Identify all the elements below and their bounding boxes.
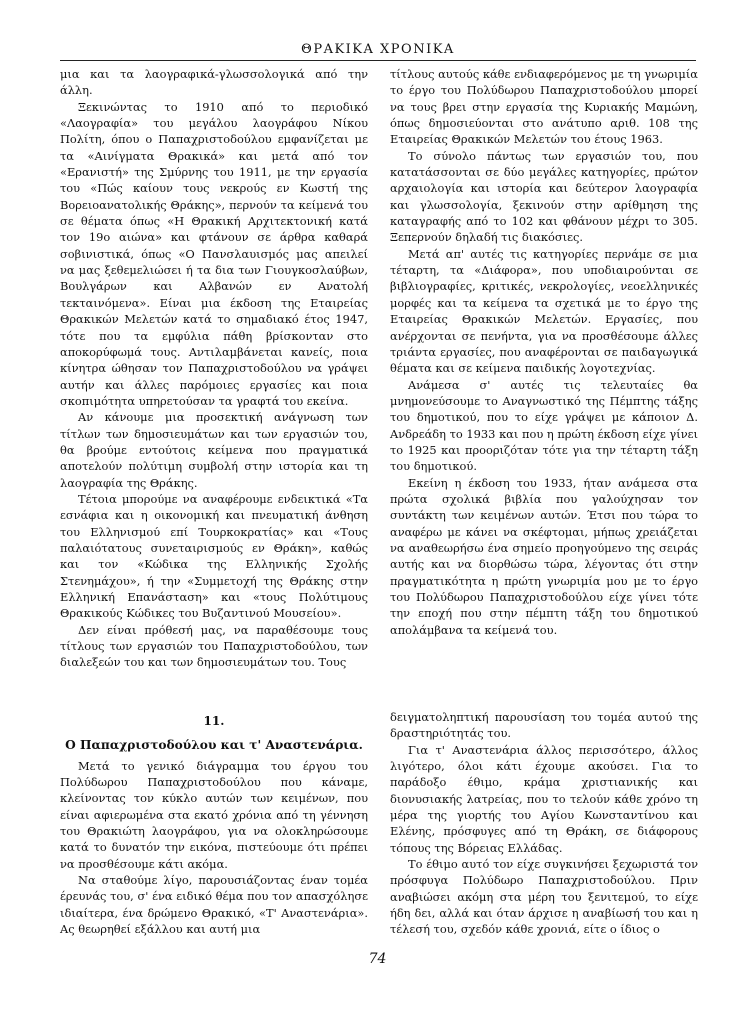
paragraph: δειγματοληπτική παρουσίαση του τομέα αυτού της δραστηριότητάς του. — [390, 710, 698, 741]
paragraph: Το σύνολο πάντως των εργασιών του, που κατατάσσονται σε δύο μεγάλες κατηγορίες, πρώτον αρχαιολογία και ιστορία και δεύτερον λαογραφία και γλωσσολογία, ξεκινούν στην αρίθμηση της καταγραφής από το 102 και φθάνουν μέχρι το 305. Ξεπερνούν δηλαδή τις διακόσιες. — [390, 148, 698, 245]
paragraph: μια και τα λαογραφικά-γλωσσολογικά από την άλλη. — [60, 67, 368, 98]
paragraph: Τέτοια μπορούμε να αναφέρουμε ενδεικτικά «Τα εσνάφια και η οικονομική και πνευματική άνθηση του Ελληνισμού επί Τουρκοκρατίας» και «Τους παλαιότατους συνεταιρισμούς εν Θράκη», καθώς και τον «Κώδικα της Ελληνικής Σχολής Στενημάχου», ή την «Συμμετοχή της Θράκης στην Ελληνική Επανάσταση» και «τους Πολύτιμους Θρακικούς Κώδικες του Βυζαντινού Μουσείου». — [60, 491, 368, 621]
paragraph: Αν κάνουμε μια προσεκτική ανάγνωση των τίτλων των δημοσιευμάτων και των εργασιών του, θα βρούμε εντούτοις κείμενα που πραγματικά αποτελούν πολύτιμη συμβολή στην ιστορία και τη λαογραφία της Θράκης. — [60, 410, 368, 490]
header-rule — [60, 60, 696, 61]
paragraph: Εκείνη η έκδοση του 1933, ήταν ανάμεσα στα πρώτα σχολικά βιβλία που γαλούχησαν τον συντάκτη των κειμένων αυτών. Έτσι που τώρα το αναφέρω με κάνει να σκέφτομαι, μήπως χρειάζεται να αναθεωρήσω ένα σημείο προηγούμενο της σειράς αυτής και να διορθώσω τώρα, λέγοντας ότι στην πραγματικότητα η πρώτη γνωριμία μου με το έργο του Πολύδωρου Παπαχριστοδούλου είχε γίνει τότε την εποχή που στην πέμπτη τάξη του δημοτικού απολάμβανα τα κείμενά του. — [390, 475, 698, 637]
column-right-top — [390, 66, 698, 638]
section-title: Ο Παπαχριστοδούλου και τ' Αναστενάρια. — [65, 738, 363, 753]
running-header: ΘΡΑΚΙΚΑ ΧΡΟΝΙΚΑ — [301, 42, 455, 57]
column-left-top — [60, 66, 368, 671]
column-left-bottom — [60, 709, 368, 937]
section-number: 11. — [203, 714, 225, 728]
paragraph: Μετά απ' αυτές τις κατηγορίες περνάμε σε μια τέταρτη, τα «Διάφορα», που υποδιαιρούνται σε βιβλιογραφίες, κριτικές, νεκρολογίες, νεοελληνικές μορφές και τα κείμενα τα σχετικά με το έργο της Εταιρείας Θρακικών Μελετών. Εργασίες, που ανέρχονται σε πενήντα, για να προσθέσουμε άλλες τριάντα εργασίες, που αναφέρονται σε παιδαγωγικά θέματα και σε κείμενα παιδικής λογοτεχνίας. — [390, 246, 698, 376]
paragraph: Το έθιμο αυτό τον είχε συγκινήσει ξεχωριστά τον πρόσφυγα Πολύδωρο Παπαχριστοδούλου. Πριν αναβιώσει ακόμη στα μέρη του ξενιτεμού, το είχε ήδη δει, αλλά και όταν άρχισε η αναβίωσή του και η τέλεσή του, σχεδόν κάθε χρονιά, είτε ο ίδιος ο — [390, 857, 698, 937]
paragraph: Ανάμεσα σ' αυτές τις τελευταίες θα μνημονεύσουμε το Αναγνωστικό της Πέμπτης τάξης του δημοτικού, που το είχε γράψει με κάποιον Δ. Ανδρεάδη το 1933 και που η πρώτη έκδοση είχε γίνει το 1925 και προοριζόταν τότε για την τέταρτη τάξη του δημοτικού. — [390, 377, 698, 474]
paragraph: Δεν είναι πρόθεσή μας, να παραθέσουμε τους τίτλους των εργασιών του Παπαχριστοδούλου, των διαλεξεών του και των δημοσιευμάτων του. Τους — [60, 622, 368, 670]
paragraph: τίτλους αυτούς κάθε ενδιαφερόμενος με τη γνωριμία το έργο του Πολύδωρου Παπαχριστοδούλου μπορεί να τους βρει στην εργασία της Κυριακής Μαμώνη, όπως δημοσιεύονται στο ανάτυπο αριθ. 108 της Εταιρείας Θρακικών Μελετών του έτους 1963. — [390, 67, 698, 147]
paragraph: Για τ' Αναστενάρια άλλος περισσότερο, άλλος λιγότερο, όλοι κάτι έχουμε ακούσει. Για το παράδοξο έθιμο, κράμα χριστιανικής και διονυσιακής λατρείας, που το τελούν κάθε χρόνο τη μέρα της γιορτής του Αγίου Κωνσταντίνου και Ελένης, πρόσφυγες από τη Θράκη, σε διάφορους τόπους της Βόρειας Ελλάδας. — [390, 742, 698, 855]
paragraph: Μετά το γενικό διάγραμμα του έργου του Πολύδωρου Παπαχριστοδούλου που κάναμε, κλείνοντας τον κύκλο αυτών των κειμένων, που είναι αφιερωμένα στα εκατό χρόνια από τη γέννηση του Θρακιώτη λαογράφου, για να ολοκληρώσουμε κατά το δυνατόν την εικόνα, πιστεύουμε ότι πρέπει να προσθέσουμε κάτι ακόμα. — [60, 758, 368, 871]
column-right-bottom — [390, 709, 698, 938]
paragraph: Να σταθούμε λίγο, παρουσιάζοντας έναν τομέα έρευνάς του, σ' ένα ειδικό θέμα που τον απασχόλησε ιδιαίτερα, ένα δρώμενο Θρακικό, «Τ' Αναστενάρια». Ας θεωρηθεί εξάλλου και αυτή μια — [60, 873, 368, 937]
paragraph: Ξεκινώντας το 1910 από το περιοδικό «Λαογραφία» του μεγάλου λαογράφου Νίκου Πολίτη, όπου ο Παπαχριστοδούλου εμφανίζεται με τα «Αινίγματα Θρακικά» και μετά από τον «Ερανιστή» της Σμύρνης του 1911, με την εργασία του «Πώς καίουν τους νεκρούς εν Κωστή της Βορειοανατολικής Θράκης», περνούν τα κείμενά του σε θέματα όπως «Η Θρακική Αρχιτεκτονική κατά τον 19ο αιώνα» και φτάνουν σε άρθρα καθαρά σοβινιστικά, όπως «Ο Πανσλαυισμός μας απειλεί να μας ξεθεμελιώσει ή τα δια των Γιουγκοσλαύβων, Βουλγάρων και Αλβανών εν Ανατολή τεκταινόμενα». Είναι μια έκδοση της Εταιρείας Θρακικών Μελετών κατά το σημαδιακό έτος 1947, τότε που τα εμφύλια πάθη βρίσκονταν στο αποκορύφωμά τους. Αντιλαμβάνεται κανείς, ποια κίνητρα ώθησαν τον Παπαχριστοδούλου να γράψει αυτήν και άλλες παρόμοιες εργασίες και ποια σκοπιμότητα υπηρετούσαν τα γραφτά του εκείνα. — [60, 99, 368, 408]
page-number: 74 — [368, 951, 387, 967]
